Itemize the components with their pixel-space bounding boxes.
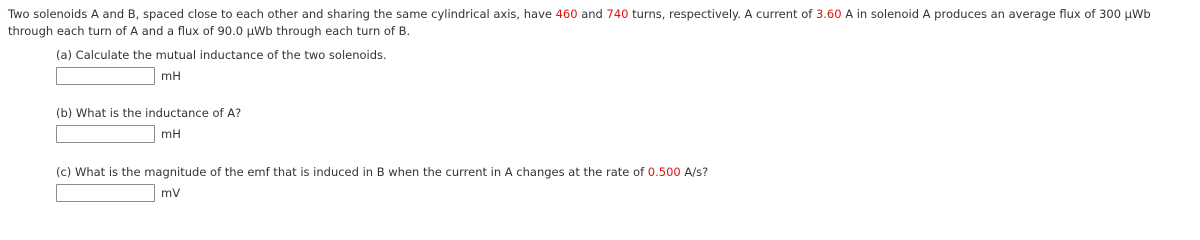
part-a-unit: mH <box>161 69 181 83</box>
problem-text-1: Two solenoids A and B, spaced close to each other and sharing the same cylindrical axis, have <box>8 7 556 21</box>
part-a <box>56 48 387 85</box>
part-c-question-text-2: A/s? <box>680 165 709 179</box>
part-c-question <box>56 165 708 180</box>
part-c-unit: mV <box>161 186 181 200</box>
problem-text-3: turns, respectively. A current of <box>628 7 816 21</box>
current-value: 3.60 <box>815 7 842 21</box>
part-c-question-text-1: (c) What is the magnitude of the emf that is induced in B when the current in A changes at the rate of <box>56 165 648 179</box>
part-a-answer-input[interactable] <box>56 67 155 85</box>
part-b-answer-input[interactable] <box>56 125 155 143</box>
part-c-answer-input[interactable] <box>56 184 155 202</box>
part-c <box>56 165 708 202</box>
rate-value: 0.500 <box>647 165 681 179</box>
part-b-answer-row <box>56 125 241 143</box>
turns-a-value: 460 <box>555 7 578 21</box>
part-b-unit: mH <box>161 127 181 141</box>
problem-statement <box>8 6 1193 40</box>
part-b-question: (b) What is the inductance of A? <box>56 106 242 120</box>
part-b <box>56 106 241 143</box>
part-a-question: (a) Calculate the mutual inductance of the two solenoids. <box>56 48 387 62</box>
part-a-answer-row <box>56 67 387 85</box>
part-c-answer-row <box>56 184 708 202</box>
problem-text-2: and <box>577 7 607 21</box>
turns-b-value: 740 <box>606 7 629 21</box>
problem-text-4: A in solenoid A produces an average flux of 300 µWb through each turn of A and a flux of 90.0 µWb through each turn of B. <box>8 7 1151 38</box>
